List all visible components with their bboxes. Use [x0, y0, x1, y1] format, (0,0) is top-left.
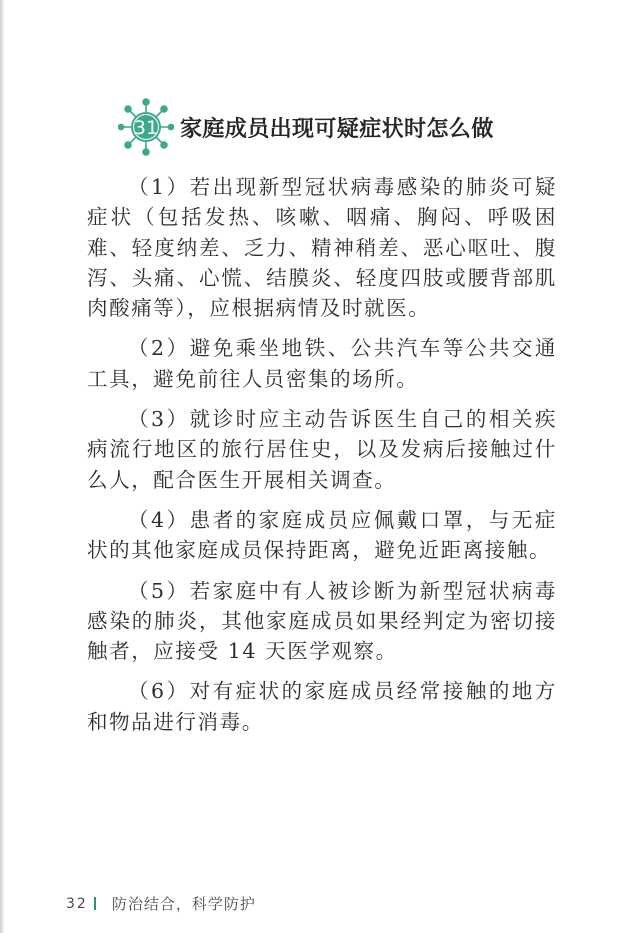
section-heading: [118, 98, 494, 156]
page-number: 32: [66, 895, 88, 912]
paragraph-3: （3）就诊时应主动告诉医生自己的相关疾病流行地区的旅行居住史，以及发病后接触过什么人，配合医生开展相关调查。: [87, 407, 557, 492]
paragraph-2: （2）避免乘坐地铁、公共汽车等公共交通工具，避免前往人员密集的场所。: [87, 336, 557, 391]
footer-separator: [94, 897, 96, 910]
page-title: 家庭成员出现可疑症状时怎么做: [180, 116, 494, 142]
paragraph-4: （4）患者的家庭成员应佩戴口罩，与无症状的其他家庭成员保持距离，避免近距离接触。: [87, 507, 557, 563]
body-text: [87, 172, 557, 747]
virus-badge-icon: [118, 98, 174, 156]
badge-number: 31: [133, 117, 159, 139]
paragraph-5: （5）若家庭中有人被诊断为新型冠状病毒感染的肺炎，其他家庭成员如果经判定为密切接触者，应接受 14 天医学观察。: [87, 578, 557, 664]
page-edge: [0, 0, 5, 933]
page-footer: [66, 893, 256, 914]
paragraph-6: （6）对有症状的家庭成员经常接触的地方和物品进行消毒。: [87, 679, 557, 734]
running-title: 防治结合，科学防护: [111, 895, 256, 913]
paragraph-1: （1）若出现新型冠状病毒感染的肺炎可疑症状（包括发热、咳嗽、咽痛、胸闷、呼吸困难、轻度纳差、乏力、精神稍差、恶心呕吐、腹泻、头痛、心慌、结膜炎、轻度四肢或腰背部肌肉酸痛等），应根据病情及时就医。: [87, 175, 557, 321]
